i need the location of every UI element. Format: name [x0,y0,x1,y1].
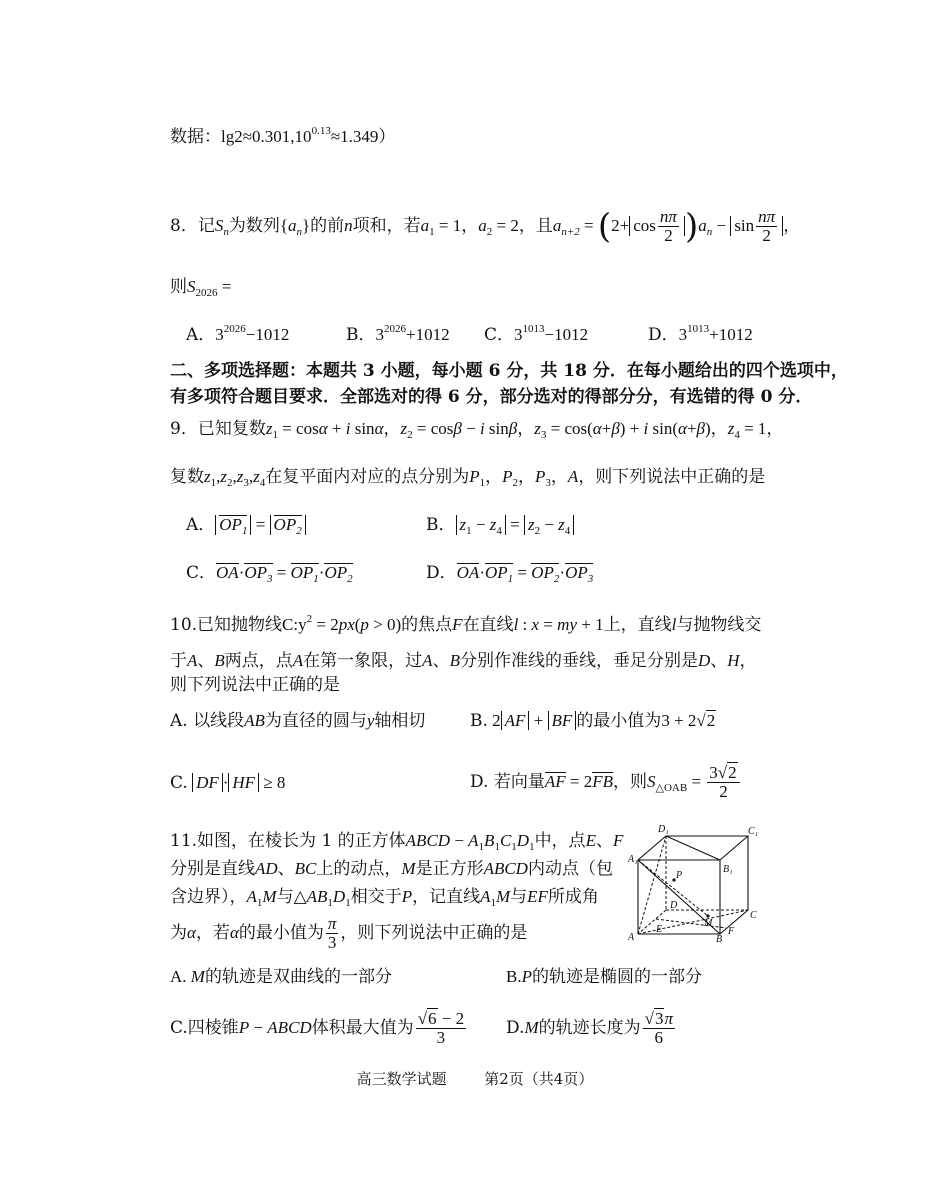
question-8-stem: 8．记$S_n$为数列$\{a_n\}$的前n项和，若$a_1 = 1$，$a_2 = 2$，且$a_{n+2} = (2+ \cos$ $\frac{n\pi}{2}$ )$a_n - \sin$ $\frac{n\pi}{2}$ ， [170,206,801,247]
label-b: B [716,934,723,942]
question-11-line2: 分别是直线AD、BC上的动点，M是正方形ABCD内动点（包 [170,859,613,879]
question-11-line1: 11.如图，在棱长为 1 的正方体ABCD − $A_1B_1C_1D_1$中，点E、F [170,831,624,853]
q10-option-a: A. 以线段AB为直径的圆与y轴相切 [170,711,426,731]
q10-option-d: D. 若向量AF = 2FB，则$S_{\triangle OAB}$ = $\frac{3√2}{2}$ [470,762,742,802]
label-f: F [728,926,735,937]
q11-option-b: B.P的轨迹是椭圆的一部分 [506,967,702,987]
data-note: 数据：$\lg 2\approx 0.301,10^{0.13}\approx 1.349$） [170,125,396,147]
q9-option-c: C．$OA\cdot OP_3 = OP_1\cdot OP_2$ [186,563,353,585]
footer-subject: 高三数学试题 [356,1070,447,1088]
line-e-f [656,919,726,928]
question-8-line2: 则$S_{2026}$ = [170,277,232,299]
q8-option-a: A．$3^{2026}-1012$ [186,323,290,345]
label-e: E [656,924,663,935]
q11-option-c: C.四棱锥P − ABCD体积最大值为 $\frac{√6 - 2}{3}$ [170,1009,465,1047]
label-a: A [628,932,635,942]
label-p: P [676,870,683,881]
footer-page-number: 第2页（共4页） [484,1070,594,1088]
label-a1: A₁ [628,854,638,865]
q8-option-c: C．$3^{1013}-1012$ [484,323,589,345]
q11-option-d: D.M的轨迹长度为 $\frac{√3\pi}{6}$ [506,1009,673,1047]
question-10-line2: 于A、B两点，点A在第一象限，过A、B分别作准线的垂线，垂足分别是D、H， [170,651,757,671]
label-d: D [670,900,678,911]
q9-option-b: B． $z_1 - z_4 = z_2 - z_4$ [426,514,574,536]
q9-option-d: D．$OA\cdot OP_1 = OP_2\cdot OP_3$ [426,563,594,585]
page-footer [0,1068,950,1089]
question-9-line2: 复数$z_1,z_2,z_3,z_4$在复平面内对应的点分别为$P_1$，$P_2$，$P_3$，A，则下列说法中正确的是 [170,467,766,489]
question-9-stem: 9．已知复数$z_1 = \cos\alpha + i$ sinα，$z_2 = \cos\beta - i$ sinβ，$z_3 = \cos(\alpha+\beta) + i$ sin(α+β)，$z_4 = 1$， [170,419,784,441]
line-d1-b1 [666,836,720,860]
label-m: M [704,918,713,929]
label-c: C [750,910,757,921]
q8-option-b: B．$3^{2026}+1012$ [346,323,450,345]
q9-option-a: A． $OP_1 = OP_2$ [186,514,306,536]
label-b1: B₁ [723,864,733,875]
q8-option-d: D．$3^{1013}+1012$ [648,323,753,345]
q10-option-c: C. DF · HF ≥ 8 [170,773,286,793]
question-10-line3: 则下列说法中正确的是 [170,675,340,695]
q11-option-a: A. M的轨迹是双曲线的一部分 [170,967,392,987]
label-d1: D₁ [658,824,669,835]
question-10-stem: 10.已知抛物线$C:y^2 = 2px(p > 0)$的焦点F在直线l : x = my + 1上，直线l与抛物线交 [170,613,762,635]
question-11-line4: 为α，若α的最小值为 $\frac{\pi}{3}$ ，则下列说法中正确的是 [170,914,528,952]
edge-b1c1 [720,836,748,860]
question-11-line3: 含边界），$A_1M$与$\triangle AB_1D_1$相交于P，记直线$A_1M$与EF所成角 [170,887,599,909]
cube-figure [628,822,768,942]
section-2-header-line2: 有多项符合题目要求．全部选对的得 6 分，部分选对的得部分分，有选错的得 0 分． [170,387,813,407]
label-c1: C₁ [748,826,759,837]
q10-option-b: B. 2 AF + BF 的最小值为3 + 2√2 [470,711,716,731]
section-2-header-line1: 二、多项选择题：本题共 3 小题，每小题 6 分，共 18 分．在每小题给出的四个选项中， [170,361,848,381]
